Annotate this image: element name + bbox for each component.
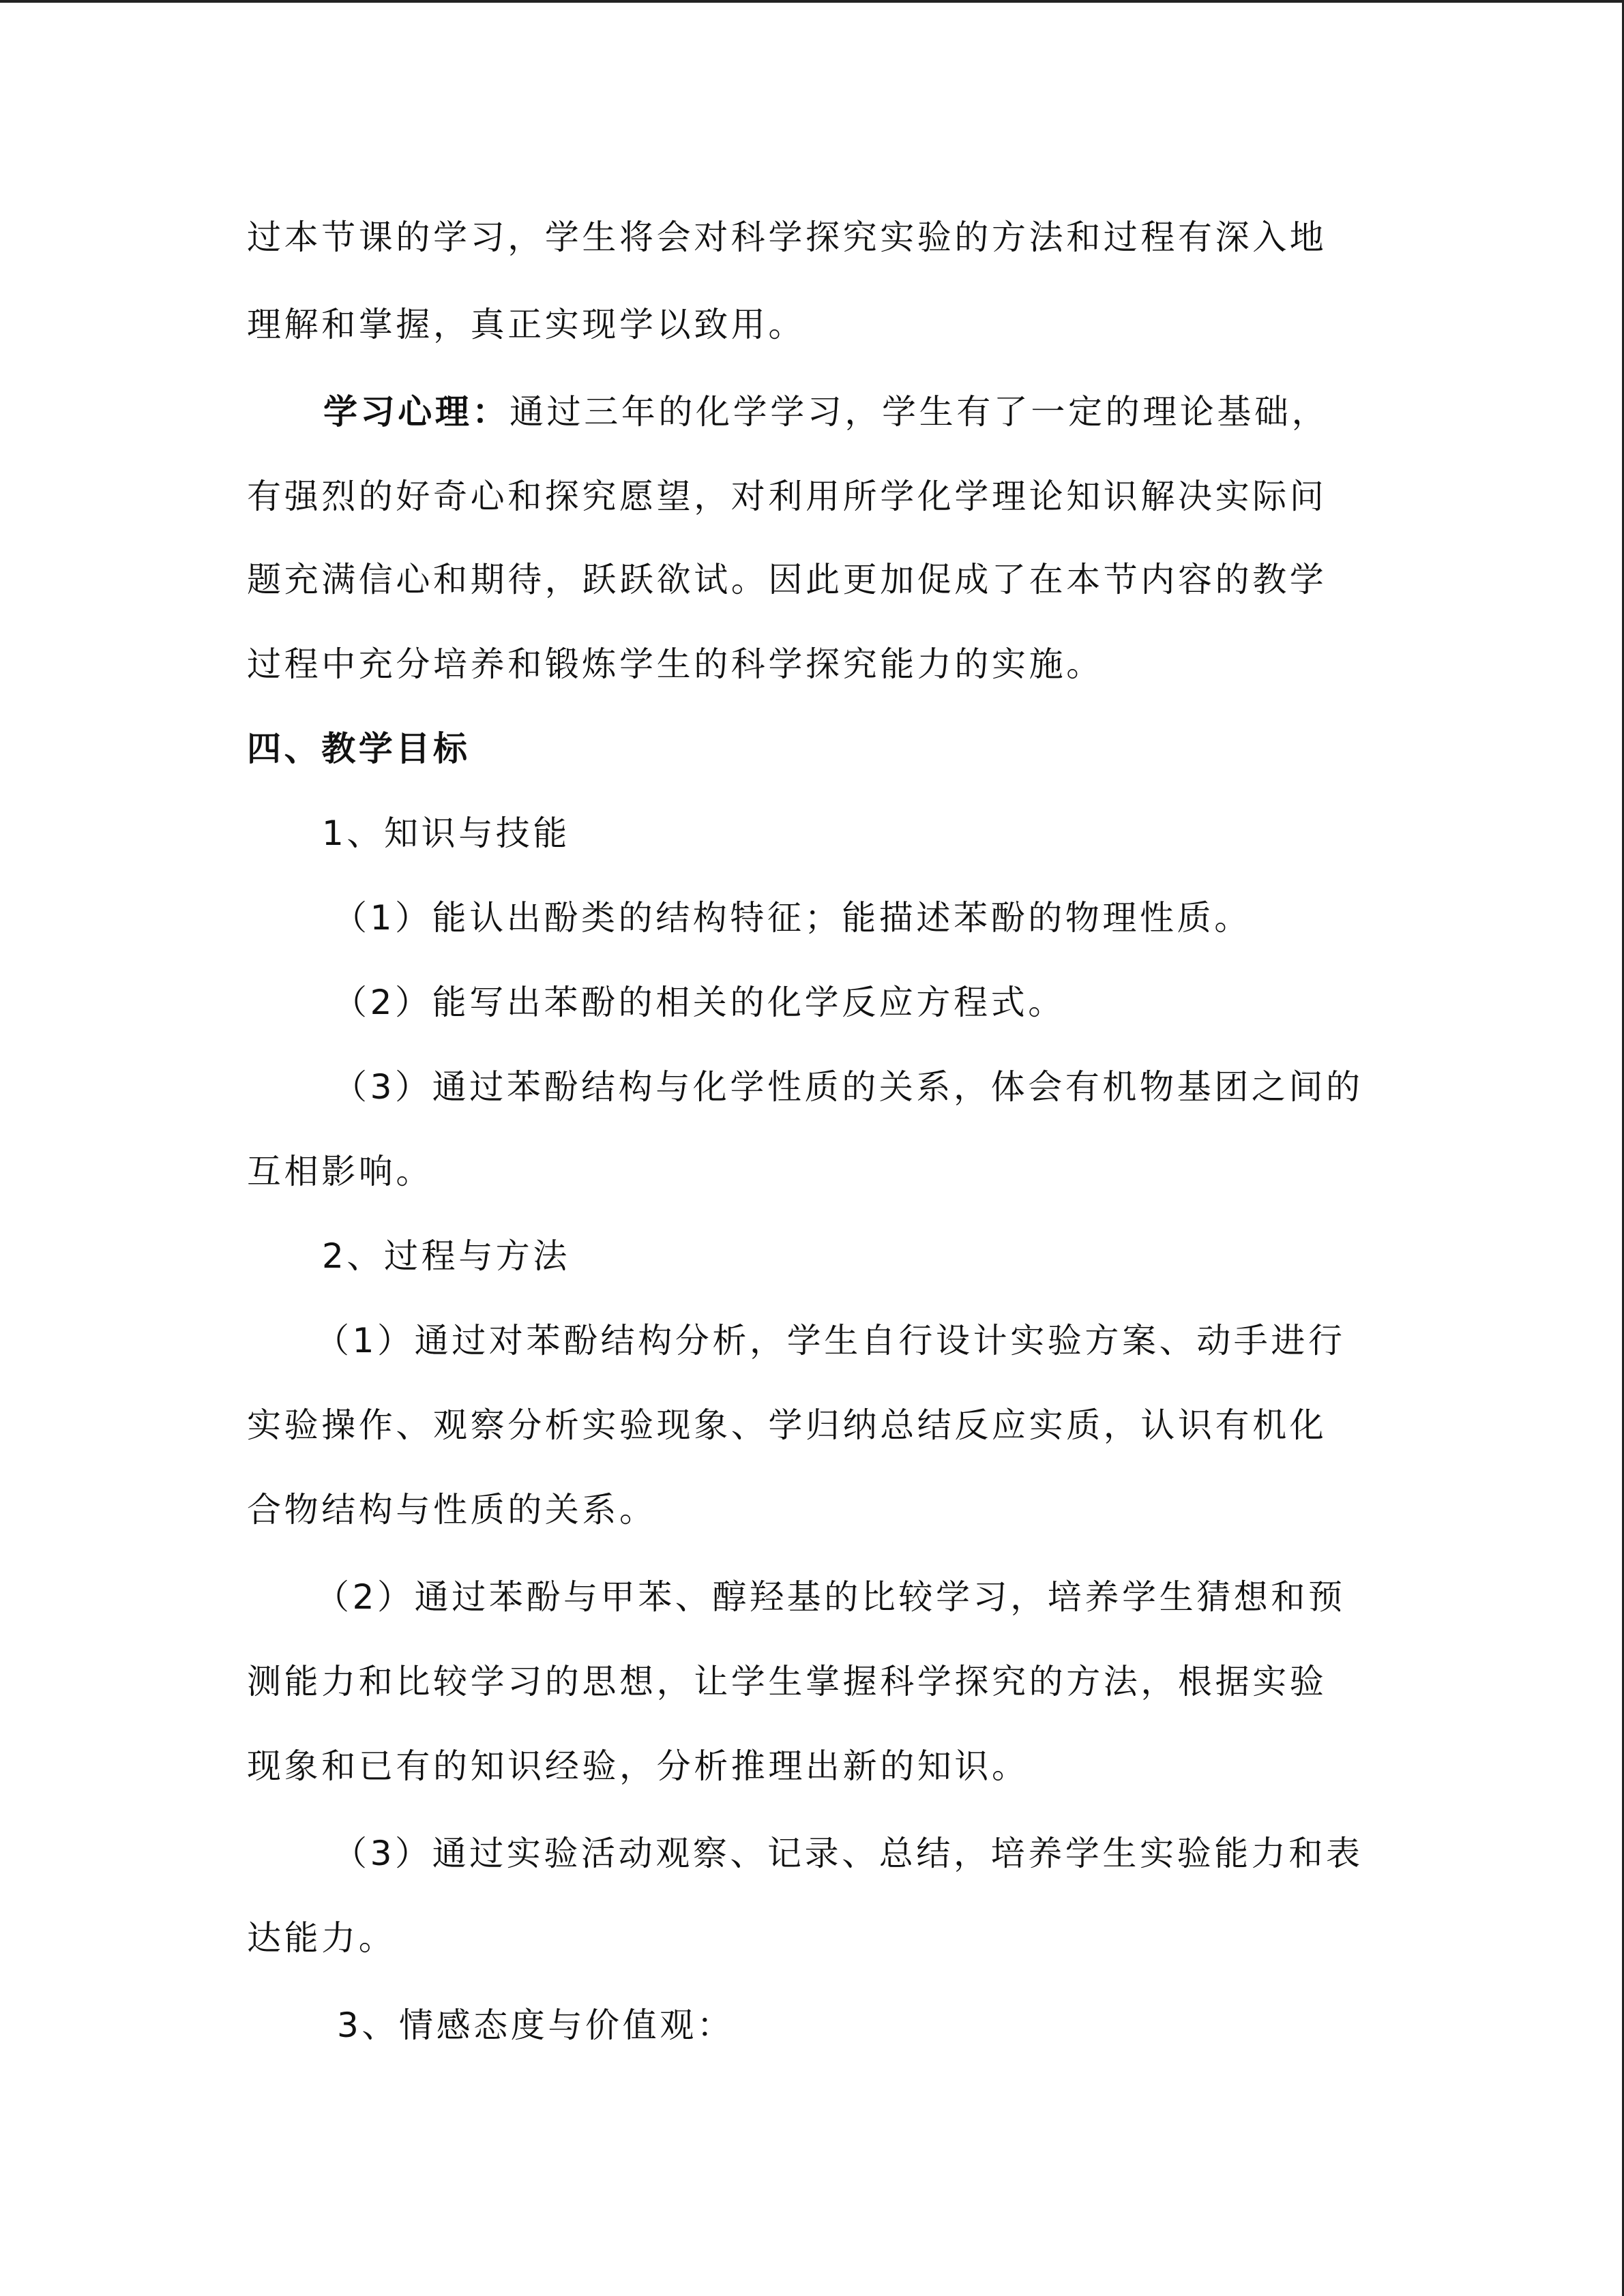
process-methods-item-3-line-2: 达能力。 — [247, 1918, 396, 1958]
process-methods-item-1-line-1: （1）通过对苯酚结构分析，学生自行设计实验方案、动手进行 — [315, 1321, 1346, 1360]
process-methods-heading: 2、过程与方法 — [322, 1236, 571, 1276]
page-top-border — [0, 0, 1624, 3]
paragraph-intro-line-2: 理解和掌握，真正实现学以致用。 — [247, 305, 806, 344]
learning-psychology-label: 学习心理： — [323, 392, 510, 432]
process-methods-item-1-line-2: 实验操作、观察分析实验现象、学归纳总结反应实质，认识有机化 — [247, 1405, 1327, 1445]
learning-psychology-text: 通过三年的化学学习，学生有了一定的理论基础， — [510, 392, 1329, 432]
paragraph-intro-line-1: 过本节课的学习，学生将会对科学探究实验的方法和过程有深入地 — [247, 218, 1327, 257]
process-methods-item-1-line-3: 合物结构与性质的关系。 — [247, 1490, 657, 1530]
knowledge-skills-item-3-line-2: 互相影响。 — [247, 1152, 433, 1191]
learning-psychology-line-1 — [323, 390, 1329, 434]
process-methods-item-2-line-3: 现象和已有的知识经验，分析推理出新的知识。 — [247, 1746, 1029, 1786]
process-methods-item-2-line-1: （2）通过苯酚与甲苯、醇羟基的比较学习，培养学生猜想和预 — [315, 1577, 1346, 1617]
section-heading: 四、教学目标 — [247, 729, 471, 769]
learning-psychology-line-2: 有强烈的好奇心和探究愿望，对利用所学化学理论知识解决实际问 — [247, 477, 1327, 516]
knowledge-skills-item-3-line-1: （3）通过苯酚结构与化学性质的关系，体会有机物基团之间的 — [333, 1067, 1363, 1107]
learning-psychology-line-4: 过程中充分培养和锻炼学生的科学探究能力的实施。 — [247, 644, 1104, 684]
knowledge-skills-item-1: （1）能认出酚类的结构特征；能描述苯酚的物理性质。 — [333, 898, 1252, 938]
emotion-values-heading: 3、情感态度与价值观： — [337, 2006, 735, 2045]
knowledge-skills-item-2: （2）能写出苯酚的相关的化学反应方程式。 — [333, 983, 1065, 1022]
knowledge-skills-heading: 1、知识与技能 — [322, 814, 571, 853]
learning-psychology-line-3: 题充满信心和期待，跃跃欲试。因此更加促成了在本节内容的教学 — [247, 560, 1327, 599]
process-methods-item-2-line-2: 测能力和比较学习的思想，让学生掌握科学探究的方法，根据实验 — [247, 1662, 1327, 1701]
process-methods-item-3-line-1: （3）通过实验活动观察、记录、总结，培养学生实验能力和表 — [333, 1834, 1363, 1873]
